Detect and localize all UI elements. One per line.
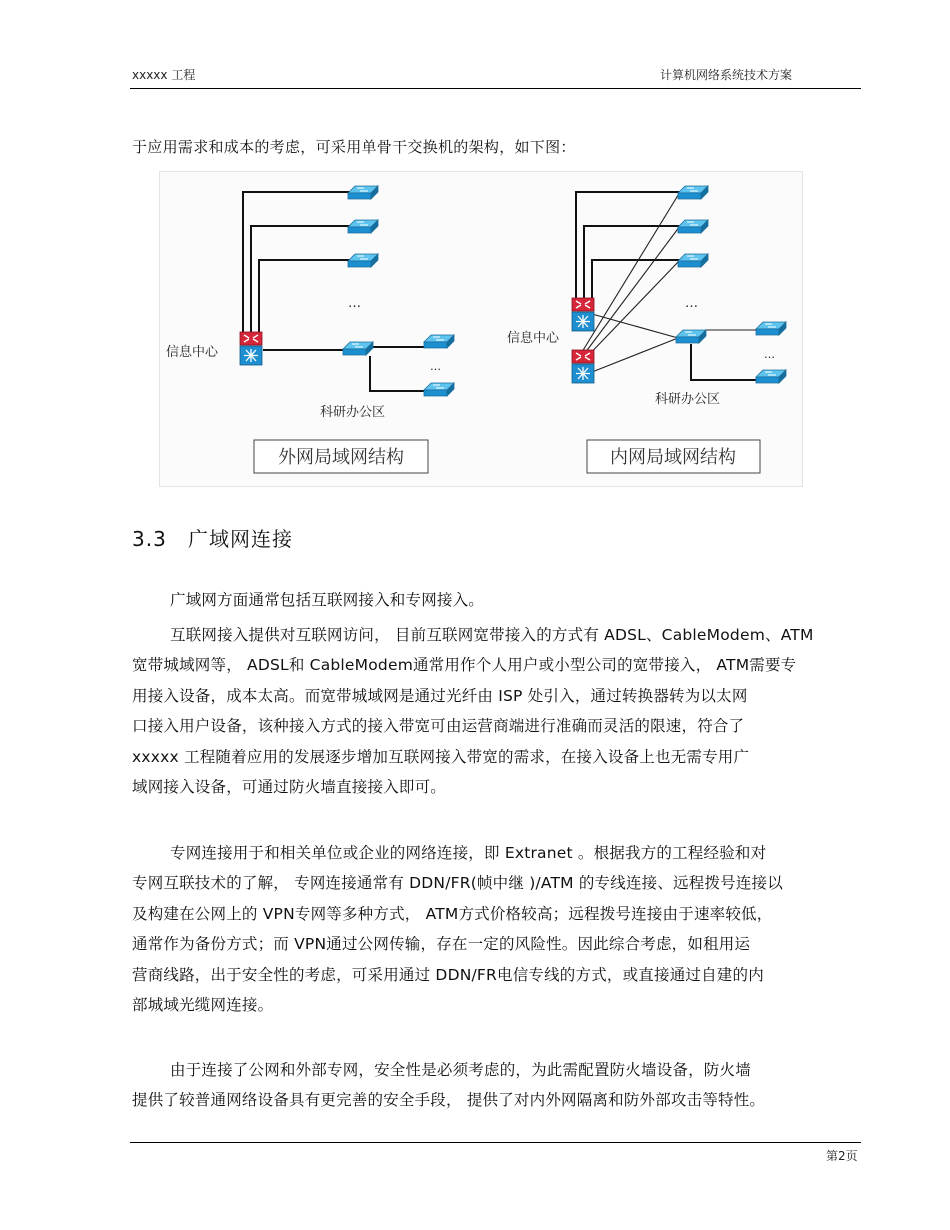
header-divider	[130, 88, 861, 89]
switch-icon	[756, 370, 786, 383]
ellipsis: …	[764, 348, 775, 361]
switch-icon	[343, 342, 373, 355]
switch-icon	[348, 186, 378, 199]
switch-icon	[676, 330, 706, 343]
section-number: 3.3	[132, 527, 167, 551]
switch-icon	[348, 254, 378, 267]
paragraph-line: 部城域光缆网连接。	[132, 995, 274, 1014]
core-router-icon	[240, 332, 262, 345]
paragraph-line: 提供了较普通网络设备具有更完善的安全手段， 提供了对内外网隔离和防外部攻击等特性。	[132, 1091, 766, 1110]
right-diagram	[507, 186, 786, 473]
switch-icon	[424, 335, 454, 348]
paragraph-line: 口接入用户设备，该种接入方式的接入带宽可由运营商端进行准确而灵活的限速，符合了	[132, 717, 745, 736]
header-left: xxxxx 工程	[132, 68, 196, 82]
section-title: 广域网连接	[188, 527, 293, 551]
paragraph-line: 宽带城域网等， ADSL和 CableModem通常用作个人用户或小型公司的宽带接入， ATM需要专	[132, 656, 797, 675]
core-switch-icon	[240, 346, 262, 365]
paragraph-2	[132, 620, 862, 802]
core-router-icon	[572, 298, 594, 311]
header-right: 计算机网络系统技术方案	[660, 68, 793, 82]
ellipsis: …	[685, 296, 698, 311]
switch-icon	[678, 220, 708, 233]
switch-icon	[678, 254, 708, 267]
switch-icon	[756, 322, 786, 335]
left-diagram	[166, 186, 454, 473]
left-office-label: 科研办公区	[320, 405, 386, 420]
left-center-label: 信息中心	[166, 345, 219, 360]
paragraph-line: 广域网方面通常包括互联网接入和专网接入。	[170, 591, 485, 609]
right-office-label: 科研办公区	[655, 392, 721, 407]
paragraph-line: 专网连接用于和相关单位或企业的网络连接，即 Extranet 。根据我方的工程经验和对	[170, 844, 767, 862]
paragraph-line: xxxxx 工程随着应用的发展逐步增加互联网接入带宽的需求，在接入设备上也无需专用广	[132, 747, 750, 766]
intro-text: 于应用需求和成本的考虑，可采用单骨干交换机的架构，如下图：	[132, 138, 576, 156]
paragraph-4	[132, 1055, 862, 1116]
paragraph-line: 互联网接入提供对互联网访问， 目前互联网宽带接入的方式有 ADSL、CableModem、ATM	[170, 626, 814, 644]
paragraph-3	[132, 838, 862, 1020]
right-center-label: 信息中心	[507, 331, 560, 346]
paragraph-line: 专网互联技术的了解， 专网连接通常有 DDN/FR(帧中继 )/ATM 的专线连接、远程拨号连接以	[132, 874, 783, 893]
left-caption: 外网局域网结构	[278, 447, 404, 468]
ellipsis: …	[348, 296, 361, 311]
right-caption: 内网局域网结构	[610, 447, 736, 468]
switch-icon	[424, 383, 454, 396]
switch-icon	[678, 186, 708, 199]
paragraph-line: 及构建在公网上的 VPN专网等多种方式， ATM方式价格较高；远程拨号连接由于速率较低，	[132, 904, 773, 923]
ellipsis: …	[430, 360, 441, 373]
paragraph-line: 域网接入设备，可通过防火墙直接接入即可。	[132, 777, 447, 796]
paragraph-line: 用接入设备，成本太高。而宽带城域网是通过光纤由 ISP 处引入，通过转换器转为以太网	[132, 686, 748, 705]
network-diagram	[159, 171, 803, 487]
page-number: 第2页	[826, 1149, 858, 1163]
paragraph-1	[132, 585, 862, 615]
core-switch-icon	[572, 312, 594, 331]
footer-divider	[130, 1142, 861, 1143]
paragraph-line: 通常作为备份方式；而 VPN通过公网传输，存在一定的风险性。因此综合考虑，如租用运	[132, 935, 751, 954]
core-switch-icon	[572, 364, 594, 383]
section-heading	[132, 523, 293, 552]
core-router-icon	[572, 350, 594, 363]
switch-icon	[348, 220, 378, 233]
paragraph-line: 营商线路，出于安全性的考虑，可采用通过 DDN/FR电信专线的方式，或直接通过自建的内	[132, 965, 764, 984]
paragraph-line: 由于连接了公网和外部专网，安全性是必须考虑的，为此需配置防火墙设备，防火墙	[170, 1061, 751, 1079]
